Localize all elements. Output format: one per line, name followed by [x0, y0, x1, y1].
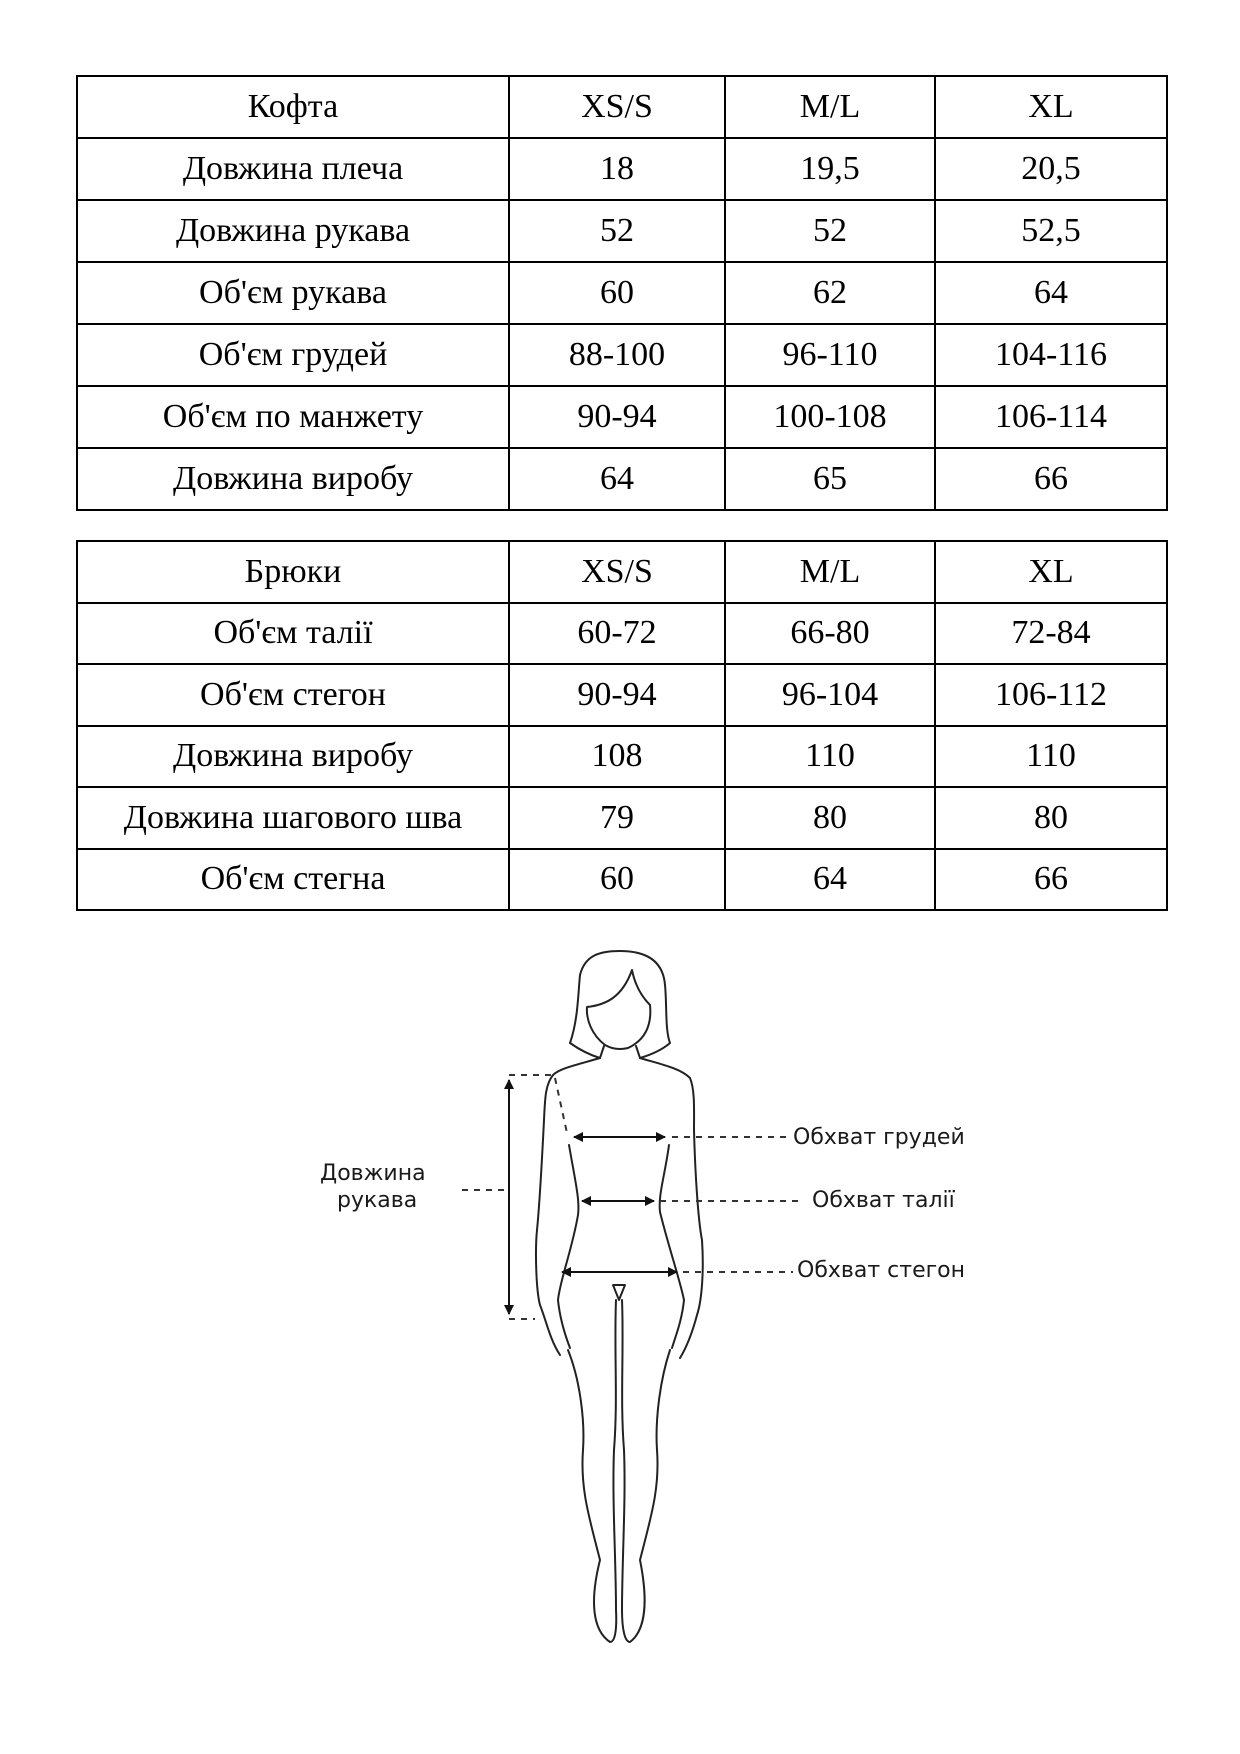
cell-value: 66	[935, 849, 1167, 911]
size-header-xl: XL	[935, 541, 1167, 603]
table-row	[77, 726, 1167, 788]
cell-value: 100-108	[725, 386, 935, 448]
table-row	[77, 262, 1167, 324]
cell-value: 106-114	[935, 386, 1167, 448]
cell-value: 65	[725, 448, 935, 510]
table-title-top: Кофта	[77, 76, 509, 138]
table-header-row	[77, 76, 1167, 138]
table-row	[77, 787, 1167, 849]
pants-size-table	[76, 540, 1168, 911]
table-header-row	[77, 541, 1167, 603]
hips-label: Обхват стегон	[797, 1258, 966, 1283]
cell-value: 80	[935, 787, 1167, 849]
cell-value: 106-112	[935, 664, 1167, 726]
table-row	[77, 448, 1167, 510]
row-label: Об'єм талії	[77, 603, 509, 665]
size-header-xl: XL	[935, 76, 1167, 138]
row-label: Об'єм стегна	[77, 849, 509, 911]
cell-value: 19,5	[725, 138, 935, 200]
row-label: Довжина плеча	[77, 138, 509, 200]
cell-value: 20,5	[935, 138, 1167, 200]
body-measurement-figure	[0, 930, 1240, 1670]
cell-value: 62	[725, 262, 935, 324]
size-header-m-l: M/L	[725, 541, 935, 603]
table-row	[77, 849, 1167, 911]
cell-value: 60-72	[509, 603, 725, 665]
row-label: Довжина виробу	[77, 448, 509, 510]
row-label: Довжина рукава	[77, 200, 509, 262]
size-header-m-l: M/L	[725, 76, 935, 138]
cell-value: 60	[509, 849, 725, 911]
cell-value: 96-104	[725, 664, 935, 726]
cell-value: 66	[935, 448, 1167, 510]
cell-value: 52	[509, 200, 725, 262]
table-row	[77, 603, 1167, 665]
cell-value: 90-94	[509, 386, 725, 448]
cell-value: 110	[935, 726, 1167, 788]
cell-value: 64	[509, 448, 725, 510]
cell-value: 72-84	[935, 603, 1167, 665]
table-title-pants: Брюки	[77, 541, 509, 603]
cell-value: 104-116	[935, 324, 1167, 386]
size-header-xs-s: XS/S	[509, 541, 725, 603]
cell-value: 60	[509, 262, 725, 324]
bust-label: Обхват грудей	[793, 1125, 965, 1150]
table-row	[77, 324, 1167, 386]
row-label: Об'єм по манжету	[77, 386, 509, 448]
top-size-table	[76, 75, 1168, 511]
row-label: Об'єм грудей	[77, 324, 509, 386]
cell-value: 64	[935, 262, 1167, 324]
table-row	[77, 664, 1167, 726]
row-label: Об'єм рукава	[77, 262, 509, 324]
cell-value: 18	[509, 138, 725, 200]
sleeve-length-label-line1: Довжина	[320, 1161, 426, 1186]
cell-value: 108	[509, 726, 725, 788]
row-label: Об'єм стегон	[77, 664, 509, 726]
woman-silhouette-icon	[0, 930, 1240, 1670]
cell-value: 88-100	[509, 324, 725, 386]
cell-value: 90-94	[509, 664, 725, 726]
cell-value: 79	[509, 787, 725, 849]
waist-label: Обхват талії	[812, 1188, 955, 1213]
size-header-xs-s: XS/S	[509, 76, 725, 138]
table-row	[77, 138, 1167, 200]
cell-value: 64	[725, 849, 935, 911]
cell-value: 110	[725, 726, 935, 788]
row-label: Довжина шагового шва	[77, 787, 509, 849]
row-label: Довжина виробу	[77, 726, 509, 788]
cell-value: 96-110	[725, 324, 935, 386]
cell-value: 80	[725, 787, 935, 849]
table-row	[77, 200, 1167, 262]
cell-value: 52	[725, 200, 935, 262]
cell-value: 52,5	[935, 200, 1167, 262]
table-row	[77, 386, 1167, 448]
cell-value: 66-80	[725, 603, 935, 665]
sleeve-length-label-line2: рукава	[337, 1188, 418, 1213]
